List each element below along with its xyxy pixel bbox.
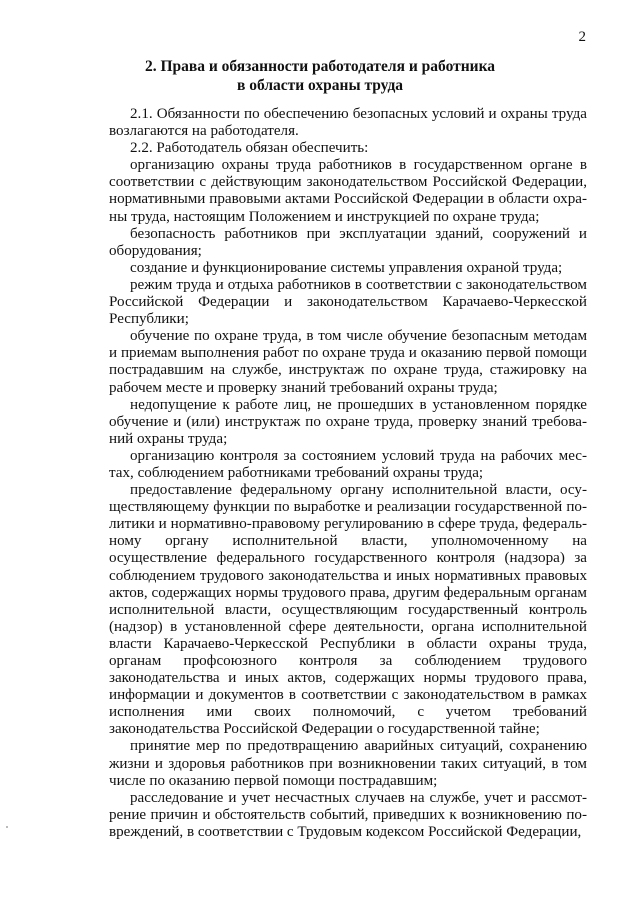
list-item-work-rest: режим труда и отдыха работников в соответствии с законодательством Российской Федерации и законодательством Карачаево-Черкесской Республики; — [109, 276, 587, 328]
list-item-management-system: создание и функционирование системы управления охраной труда; — [130, 259, 563, 276]
section-heading-line-1: 2. Права и обязанности работодателя и работника — [144, 58, 496, 75]
list-item-investigation: расследование и учет несчастных случаев на службе, учет и рассмотрение причин и обстоятельств событий, приведших к возникновению повреждений, в соответствии с Трудовым кодексом Российской Федерации, — [109, 789, 587, 840]
paragraph-2-1: 2.1. Обязанности по обеспечению безопасных условий и охраны труда возлагаются на работодателя. — [109, 106, 587, 140]
list-item-organization: организацию охраны труда работников в государственном органе в соответствии с действующим законодательством Российской Федерации, нормативными правовыми актами Российской Федерации в области охраны труда, настоящим Положением и инструкцией по охране труда; — [109, 157, 587, 225]
list-item-reporting: предоставление федеральному органу исполнительной власти, осуществляющему функции по выработке и реализации государственной политики и нормативно-правовому регулированию в сфере труда, федеральному органу исполнительной власти, уполномоченному на осуществление федерального государственного контроля (надзора) за соблюдением трудового законодательства и иных нормативных правовых актов, содержащих нормы трудового права, другим федеральным органам исполнительной власти, осуществляющим государственный контроль (надзор) в установленной сфере деятельности, органа исполнительной власти Карачаево-Черкесской Республики в области охраны труда, органам профсоюзного контроля за соблюдением трудового законодательства и иных актов, содержащих нормы трудового права, информации и документов в соответствии с законодательством в рамках исполнения ими своих полномочий, с учетом требований законодательства Российской Федерации о государственной тайне; — [109, 482, 587, 738]
list-item-admission: недопущение к работе лиц, не прошедших в установленном порядке обучение и (или) инструктаж по охране труда, проверку знаний требований охраны труда; — [109, 396, 587, 447]
section-heading-line-2: в области охраны труда — [236, 77, 404, 94]
list-item-emergency: принятие мер по предотвращению аварийных ситуаций, сохранению жизни и здоровья работников при возникновении таких ситуаций, в том числе по оказанию первой помощи пострадавшим; — [109, 738, 587, 789]
paragraph-2-2: 2.2. Работодатель обязан обеспечить: — [130, 140, 369, 157]
page-number: 2 — [578, 29, 586, 45]
list-item-safety: безопасность работников при эксплуатации зданий, сооружений и оборудования; — [109, 225, 587, 259]
list-item-control: организацию контроля за состоянием условий труда на рабочих местах, соблюдением работниками требований охраны труда; — [109, 447, 587, 481]
list-item-training: обучение по охране труда, в том числе обучение безопасным методам и приемам выполнения работ по охране труда и оказанию первой помощи пострадавшим на службе, инструктаж по охране труда, стажировку на рабочем месте и проверку знаний требований охраны труда; — [109, 328, 587, 396]
scan-speck — [6, 826, 8, 828]
document-body — [109, 106, 587, 841]
